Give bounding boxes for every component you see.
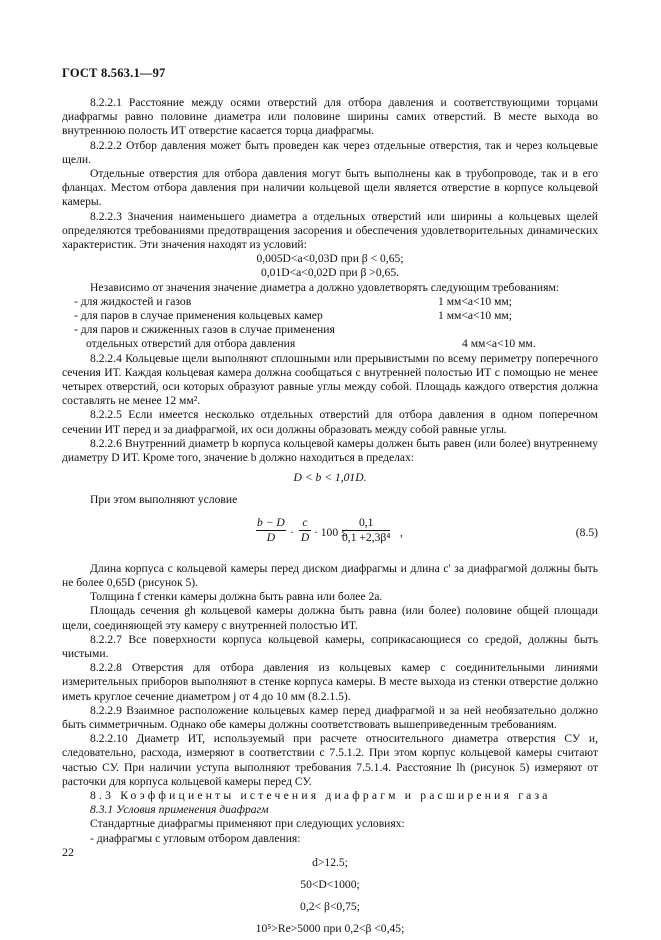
formula-b-range: D < b < 1,01D. bbox=[293, 471, 367, 485]
requirement-label: отдельных отверстий для отбора давления bbox=[86, 337, 296, 351]
page-number: 22 bbox=[62, 845, 74, 859]
paragraph-section-area: Площадь сечения gh кольцевой камеры должна быть равна (или более) половине общей площади щели, соединяющей эту камеру с внутренней полостью ИТ. bbox=[62, 604, 598, 632]
equation-number: (8.5) bbox=[575, 525, 598, 539]
condition-line-2: 0,01D<a<0,02D при β >0,65. bbox=[260, 266, 400, 280]
paragraph-chamber-length: Длина корпуса c кольцевой камеры перед диском диафрагмы и длина c' за диафрагмой должны быть не более 0,65D (рисунок 5). bbox=[62, 561, 598, 589]
limit-d: d>12.5; bbox=[312, 855, 348, 869]
fraction-2: $\frac{c}{D}$ bbox=[300, 515, 310, 544]
paragraph-application-conditions: Стандартные диафрагмы применяют при следующих условиях: bbox=[90, 817, 405, 831]
limit-reynolds: 10⁵>Re>5000 при 0,2<β <0,45; bbox=[255, 921, 405, 935]
paragraph-8-2-2-1: 8.2.2.1 Расстояние между осями отверстий для отбора давления и соответствующими торцами диафрагмы равно половине диаметра или половине ширины самих отверстий. В месте выхода во внутреннюю полость ИТ отверстие касается торца диафрагмы. bbox=[62, 96, 598, 138]
requirement-value: 4 мм<a<10 мм. bbox=[462, 337, 536, 351]
paragraph-8-2-2-9: 8.2.2.9 Взаимное расположение кольцевых камер перед диафрагмой и за ней необязательно должно быть симметричным. Однако обе камеры должны соответствовать вышеприведенным требованиям. bbox=[62, 703, 598, 731]
requirement-value: 1 мм<a<10 мм; bbox=[438, 309, 512, 323]
requirement-label: - для жидкостей и газов bbox=[74, 294, 192, 308]
document-header: ГОСТ 8.563.1—97 bbox=[62, 66, 166, 80]
fraction-3: $\frac{0,1}{\text{0,1 +2,3β⁴}}$ bbox=[342, 515, 391, 544]
paragraph-8-2-2-8: 8.2.2.8 Отверстия для отбора давления из кольцевых камер с соединительными линиями измерительных приборов выполняют в стенке корпуса камеры. В месте выхода из стенки отверстие должно иметь круглое сечение диаметром j от 4 до 10 мм (8.2.1.5). bbox=[62, 661, 598, 703]
fraction-1: $\frac{b - D}{D}$ bbox=[257, 515, 285, 544]
paragraph-separate-holes: Отдельные отверстия для отбора давления могут быть выполнены как в трубопроводе, так и в его фланцах. Местом отбора давления при наличии кольцевой щели является отверстие в корпусе кольцевой камеры. bbox=[62, 167, 598, 209]
requirement-row bbox=[62, 337, 598, 351]
paragraph-8-2-2-5: 8.2.2.5 Если имеется несколько отдельных отверстий для отбора давления в одном поперечном сечении ИТ перед и за диафрагмой, их оси должны образовать между собой равные углы. bbox=[62, 408, 598, 436]
paragraph-8-2-2-2: 8.2.2.2 Отбор давления может быть проведен как через отдельные отверстия, так и через кольцевые щели. bbox=[62, 138, 598, 166]
paragraph-8-2-2-10: 8.2.2.10 Диаметр ИТ, используемый при расчете относительного диаметра отверстия СУ и, следовательно, расхода, измеряют в соответствии с 7.5.1.2. При этом корпус кольцевой камеры считают частью СУ. При наличии уступа выполняют требования 7.5.1.4. Расстояние lh (рисунок 5) измеряют от расточки для корпуса кольцевой камеры перед СУ. bbox=[62, 732, 598, 788]
subsection-heading-8-3-1: 8.3.1 Условия применения диафрагм bbox=[90, 803, 269, 817]
paragraph-8-2-2-6: 8.2.2.6 Внутренний диаметр b корпуса кольцевой камеры должен быть равен (или более) внутреннему диаметру D ИТ. Кроме того, значение b должно находиться в пределах: bbox=[62, 436, 598, 465]
paragraph-wall-thickness: Толщина f стенки камеры должна быть равна или более 2a. bbox=[90, 590, 383, 604]
paragraph-8-2-2-4: 8.2.2.4 Кольцевые щели выполняют сплошными или прерывистыми по всему периметру поперечного сечения ИТ. Каждая кольцевая камера должна сообщаться с внутренней полостью ИТ с помощью не менее четырех отверстий, оси которых образуют равные углы между собой. Площадь каждого отверстия должна составлять не менее 12 мм². bbox=[62, 351, 598, 408]
requirement-row bbox=[62, 309, 598, 323]
requirement-label: - для паров в случае применения кольцевых камер bbox=[74, 309, 323, 323]
limit-D: 50<D<1000; bbox=[300, 877, 360, 891]
paragraph-condition-intro: При этом выполняют условие bbox=[90, 493, 238, 507]
requirement-value: 1 мм<a<10 мм; bbox=[438, 294, 512, 308]
requirement-row bbox=[62, 323, 598, 337]
requirement-row bbox=[62, 295, 598, 309]
section-heading-8-3: 8.3 Коэффициенты истечения диафрагм и расширения газа bbox=[90, 788, 551, 802]
requirement-label: - для паров и сжиженных газов в случае применения bbox=[74, 323, 335, 337]
paragraph-requirements: Независимо от значения значение диаметра a должно удовлетворять следующим требованиям: bbox=[90, 280, 560, 294]
condition-line-1: 0,005D<a<0,03D при β < 0,65; bbox=[256, 252, 404, 266]
paragraph-8-2-2-3: 8.2.2.3 Значения наименьшего диаметра a отдельных отверстий или ширины a кольцевых щелей определяются требованиями предотвращения засорения и обеспечения удовлетворительных динамических характеристик. Эти значения находят из условий: bbox=[62, 209, 598, 252]
limit-beta: 0,2< β<0,75; bbox=[300, 899, 360, 913]
paragraph-corner-tap: - диафрагмы с угловым отбором давления: bbox=[90, 831, 301, 845]
document-body bbox=[62, 96, 598, 940]
paragraph-8-2-2-7: 8.2.2.7 Все поверхности корпуса кольцевой камеры, соприкасающиеся со средой, должны быть чистыми. bbox=[62, 632, 598, 660]
formula-8-5: $\frac{b - D}{D}$ · $\frac{c}{D}$ · 100 ≤ $\frac{0,1}{\text{0,1 +2,3β⁴}}$ , (8.5) bbox=[257, 515, 598, 544]
